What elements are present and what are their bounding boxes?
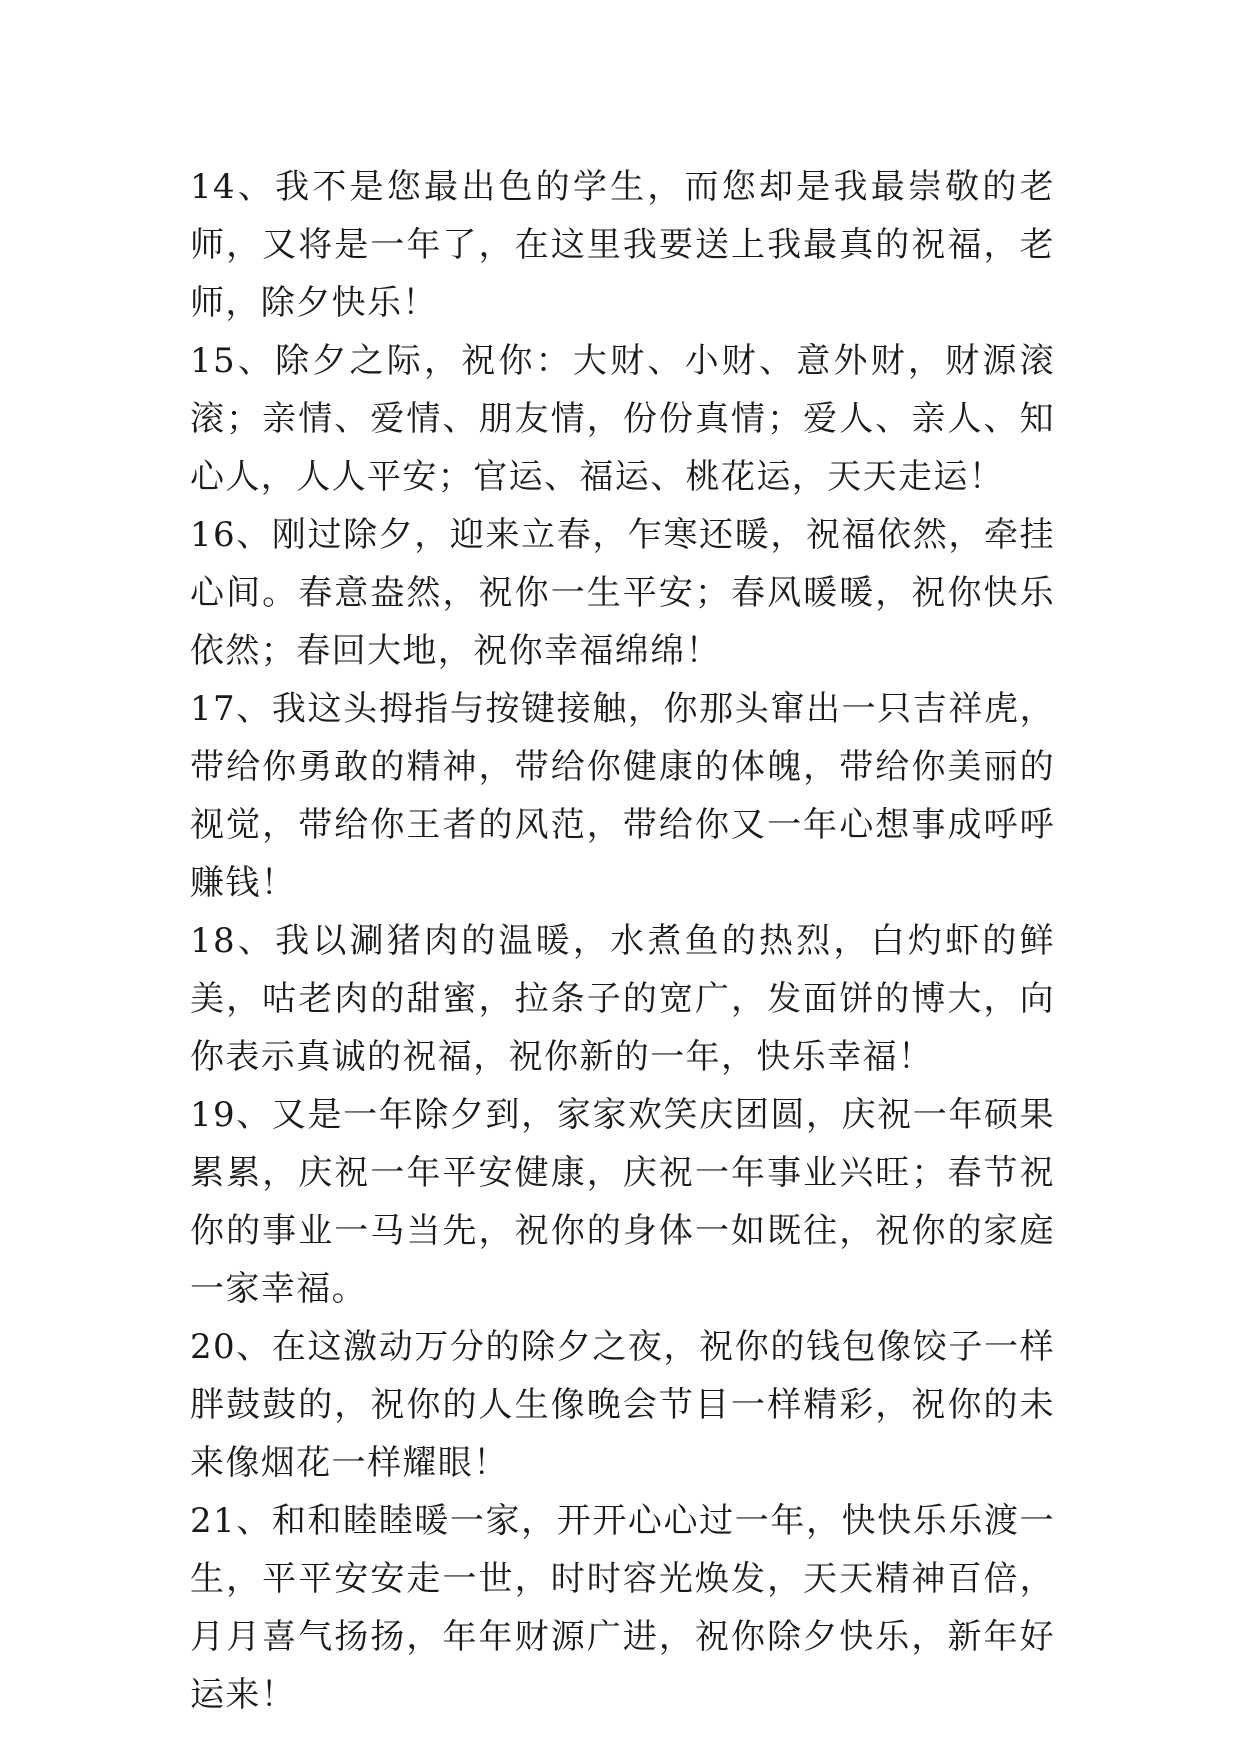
paragraph-16: 16、刚过除夕，迎来立春，乍寒还暖，祝福依然，牵挂心间。春意盎然，祝你一生平安；春风暖暖，祝你快乐依然；春回大地，祝你幸福绵绵！	[190, 515, 1055, 671]
paragraph-19: 19、又是一年除夕到，家家欢笑庆团圆，庆祝一年硕果累累，庆祝一年平安健康，庆祝一年事业兴旺；春节祝你的事业一马当先，祝你的身体一如既往，祝你的家庭一家幸福。	[190, 1095, 1055, 1309]
paragraph-20: 20、在这激动万分的除夕之夜，祝你的钱包像饺子一样胖鼓鼓的，祝你的人生像晚会节目一样精彩，祝你的未来像烟花一样耀眼！	[190, 1327, 1055, 1483]
paragraph-17: 17、我这头拇指与按键接触，你那头窜出一只吉祥虎，带给你勇敢的精神，带给你健康的体魄，带给你美丽的视觉，带给你王者的风范，带给你又一年心想事成呼呼赚钱！	[190, 689, 1055, 903]
document-body	[190, 158, 1055, 1724]
paragraph-14: 14、我不是您最出色的学生，而您却是我最崇敬的老师，又将是一年了，在这里我要送上我最真的祝福，老师，除夕快乐！	[190, 167, 1055, 323]
paragraph-18: 18、我以涮猪肉的温暖，水煮鱼的热烈，白灼虾的鲜美，咕老肉的甜蜜，拉条子的宽广，发面饼的博大，向你表示真诚的祝福，祝你新的一年，快乐幸福！	[190, 921, 1055, 1077]
paragraph-15: 15、除夕之际，祝你：大财、小财、意外财，财源滚滚；亲情、爱情、朋友情，份份真情；爱人、亲人、知心人，人人平安；官运、福运、桃花运，天天走运！	[190, 341, 1055, 497]
paragraph-21: 21、和和睦睦暖一家，开开心心过一年，快快乐乐渡一生，平平安安走一世，时时容光焕发，天天精神百倍，月月喜气扬扬，年年财源广进，祝你除夕快乐，新年好运来！	[190, 1501, 1055, 1715]
